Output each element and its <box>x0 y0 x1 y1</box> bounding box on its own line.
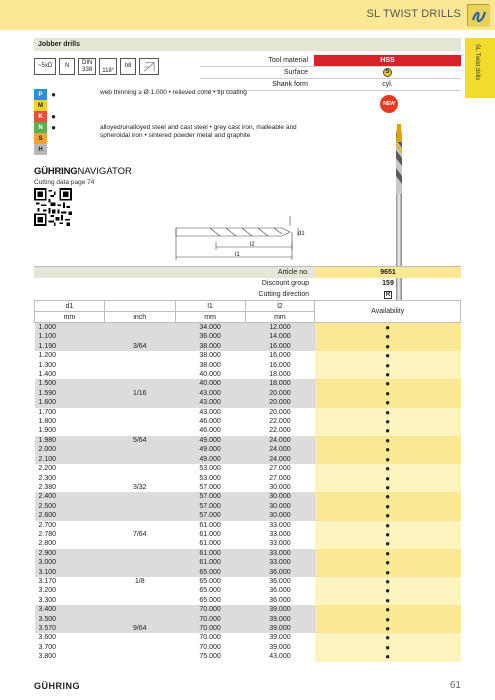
navigator-title[interactable]: GÜHRINGNAVIGATOR <box>34 166 132 177</box>
cell-d1: 1.900 <box>35 426 105 435</box>
cell-d1: 3.600 <box>35 633 105 642</box>
table-row <box>35 596 461 605</box>
cell-l1: 75.000 <box>175 652 245 661</box>
cell-l1: 61.000 <box>175 521 245 530</box>
cell-l2: 18.000 <box>245 370 315 379</box>
material-row-k: K ● <box>34 111 60 122</box>
cell-d1: 1.000 <box>35 323 105 333</box>
cell-l1: 40.000 <box>175 379 245 388</box>
material-row-s: S <box>34 133 60 144</box>
cell-d1: 2.500 <box>35 502 105 511</box>
table-row <box>35 455 461 464</box>
tolerance-h8-icon: h8 <box>120 58 136 75</box>
cell-d1: 1.100 <box>35 332 105 341</box>
table-row <box>35 605 461 614</box>
cell-l2: 20.000 <box>245 398 315 407</box>
availability-dot: ● <box>315 474 461 483</box>
materials-text: alloyed/unalloyed steel and cast steel • grey cast iron, malleable and spheroidal iron • sintered powder metal and graphite <box>100 124 297 139</box>
prop-tool-material: Tool material HSS <box>200 55 461 67</box>
availability-dot: ● <box>315 417 461 426</box>
table-row <box>35 408 461 417</box>
cell-inch: 3/32 <box>104 483 175 492</box>
col-l2-header: l2 <box>245 301 315 312</box>
col-availability-header: Availability <box>315 301 461 323</box>
cell-l2: 20.000 <box>245 408 315 417</box>
cell-inch: 1/8 <box>104 577 175 586</box>
cell-l1: 43.000 <box>175 398 245 407</box>
suitability-dot: ● <box>51 123 56 132</box>
cell-inch <box>104 605 175 614</box>
cell-d1: 3.170 <box>35 577 105 586</box>
table-row <box>35 521 461 530</box>
availability-dot: ● <box>315 389 461 398</box>
availability-dot: ● <box>315 464 461 473</box>
cell-l2: 39.000 <box>245 615 315 624</box>
availability-dot: ● <box>315 586 461 595</box>
cell-l1: 46.000 <box>175 417 245 426</box>
availability-dot: ● <box>315 398 461 407</box>
table-row <box>35 445 461 454</box>
type-n-icon: N <box>59 58 75 75</box>
cell-inch <box>104 652 175 661</box>
cell-inch: 9/64 <box>104 624 175 633</box>
availability-dot: ● <box>315 624 461 633</box>
table-row <box>35 615 461 624</box>
table-row <box>35 351 461 360</box>
side-tab[interactable] <box>465 38 495 98</box>
availability-dot: ● <box>315 530 461 539</box>
din-338-icon: DIN 338 <box>78 58 96 75</box>
cell-d1: 1.800 <box>35 417 105 426</box>
cell-d1: 3.700 <box>35 643 105 652</box>
cell-inch <box>104 417 175 426</box>
availability-dot: ● <box>315 445 461 454</box>
cell-l2: 39.000 <box>245 605 315 614</box>
cell-inch <box>104 445 175 454</box>
cell-l2: 39.000 <box>245 643 315 652</box>
cell-inch <box>104 596 175 605</box>
cell-inch <box>104 558 175 567</box>
cell-l1: 43.000 <box>175 408 245 417</box>
cell-l1: 61.000 <box>175 549 245 558</box>
availability-dot: ● <box>315 323 461 333</box>
cell-inch <box>104 361 175 370</box>
cell-d1: 2.380 <box>35 483 105 492</box>
shank-cyl-icon <box>139 58 159 75</box>
table-row <box>35 370 461 379</box>
table-row <box>35 577 461 586</box>
cell-l2: 24.000 <box>245 436 315 445</box>
cell-l2: 30.000 <box>245 511 315 520</box>
availability-dot: ● <box>315 615 461 624</box>
cell-inch <box>104 502 175 511</box>
cell-l1: 65.000 <box>175 586 245 595</box>
cell-l2: 27.000 <box>245 474 315 483</box>
cell-l2: 33.000 <box>245 558 315 567</box>
cell-l1: 61.000 <box>175 530 245 539</box>
cell-l2: 33.000 <box>245 549 315 558</box>
suitability-dot: ● <box>51 112 56 121</box>
cutting-direction-r-icon: R <box>385 292 391 298</box>
cell-l2: 43.000 <box>245 652 315 661</box>
table-row <box>35 633 461 642</box>
cell-l2: 16.000 <box>245 351 315 360</box>
page-header-title: SL TWIST DRILLS <box>366 8 461 20</box>
material-row-n: N ● <box>34 122 60 133</box>
cell-l1: 46.000 <box>175 426 245 435</box>
cell-d1: 3.500 <box>35 615 105 624</box>
cell-inch <box>104 455 175 464</box>
cell-d1: 1.590 <box>35 389 105 398</box>
cell-d1: 2.200 <box>35 464 105 473</box>
cell-l1: 43.000 <box>175 389 245 398</box>
cell-l2: 20.000 <box>245 389 315 398</box>
cell-inch <box>104 408 175 417</box>
table-row <box>35 474 461 483</box>
availability-dot: ● <box>315 596 461 605</box>
cell-l1: 70.000 <box>175 633 245 642</box>
availability-dot: ● <box>315 652 461 661</box>
col-l1-header: l1 <box>175 301 245 312</box>
cell-d1: 2.100 <box>35 455 105 464</box>
availability-dot: ● <box>315 361 461 370</box>
cell-d1: 3.300 <box>35 596 105 605</box>
availability-dot: ● <box>315 577 461 586</box>
cell-l2: 30.000 <box>245 492 315 501</box>
cell-d1: 1.600 <box>35 398 105 407</box>
dimensions-table <box>34 300 461 662</box>
cell-inch <box>104 370 175 379</box>
cell-inch <box>104 323 175 333</box>
sl-logo-icon <box>467 4 489 26</box>
cell-l1: 70.000 <box>175 605 245 614</box>
table-row <box>35 417 461 426</box>
cell-d1: 2.900 <box>35 549 105 558</box>
cell-l2: 30.000 <box>245 502 315 511</box>
cell-l2: 16.000 <box>245 342 315 351</box>
table-row <box>35 398 461 407</box>
cell-l1: 57.000 <box>175 511 245 520</box>
cell-l1: 49.000 <box>175 445 245 454</box>
availability-dot: ● <box>315 351 461 360</box>
availability-dot: ● <box>315 332 461 341</box>
footer-brand-logo: GÜHRING <box>34 681 80 691</box>
cell-d1: 1.200 <box>35 351 105 360</box>
cell-inch <box>104 351 175 360</box>
table-row <box>35 652 461 661</box>
new-badge: NEW <box>380 95 398 113</box>
cell-inch <box>104 633 175 642</box>
cell-l1: 70.000 <box>175 615 245 624</box>
cell-l2: 24.000 <box>245 455 315 464</box>
availability-dot: ● <box>315 455 461 464</box>
prop-shank-form: Shank form cyl. <box>200 79 461 91</box>
cell-l2: 18.000 <box>245 379 315 388</box>
table-units-row: mm inch mm mm <box>35 312 461 323</box>
cell-l1: 38.000 <box>175 342 245 351</box>
table-row <box>35 511 461 520</box>
cell-l1: 34.000 <box>175 323 245 333</box>
availability-dot: ● <box>315 370 461 379</box>
table-row <box>35 436 461 445</box>
cell-d1: 2.780 <box>35 530 105 539</box>
table-row <box>35 332 461 341</box>
cell-d1: 3.200 <box>35 586 105 595</box>
cell-d1: 1.500 <box>35 379 105 388</box>
availability-dot: ● <box>315 633 461 642</box>
spec-icons <box>34 58 159 75</box>
cell-inch: 7/64 <box>104 530 175 539</box>
cell-l1: 57.000 <box>175 483 245 492</box>
l1-label: l1 <box>235 252 240 258</box>
table-row <box>35 530 461 539</box>
cell-l1: 38.000 <box>175 361 245 370</box>
cell-l1: 65.000 <box>175 568 245 577</box>
cell-l1: 61.000 <box>175 558 245 567</box>
cell-d1: 1.980 <box>35 436 105 445</box>
cell-l1: 49.000 <box>175 436 245 445</box>
cell-inch <box>104 464 175 473</box>
table-row <box>35 342 461 351</box>
availability-dot: ● <box>315 408 461 417</box>
table-row <box>35 464 461 473</box>
cell-d1: 2.700 <box>35 521 105 530</box>
availability-dot: ● <box>315 558 461 567</box>
availability-dot: ● <box>315 568 461 577</box>
table-row <box>35 361 461 370</box>
cell-l1: 53.000 <box>175 464 245 473</box>
cell-d1: 1.190 <box>35 342 105 351</box>
drill-dimension-diagram <box>170 212 310 266</box>
d1-label: d1 <box>298 231 305 237</box>
cell-l1: 36.000 <box>175 332 245 341</box>
prop-surface: Surface S <box>200 67 461 79</box>
length-5xd-icon: ~5xD <box>34 58 56 75</box>
availability-dot: ● <box>315 426 461 435</box>
direction-row: Cutting direction R <box>258 291 391 298</box>
cell-l2: 39.000 <box>245 624 315 633</box>
cell-inch <box>104 379 175 388</box>
cell-inch <box>104 615 175 624</box>
cell-inch <box>104 511 175 520</box>
cell-l2: 36.000 <box>245 596 315 605</box>
properties-list <box>200 55 461 91</box>
cell-l1: 40.000 <box>175 370 245 379</box>
material-row-p: P ● <box>34 89 60 100</box>
section-title: Jobber drills <box>34 38 461 51</box>
cell-l2: 24.000 <box>245 445 315 454</box>
cell-l1: 70.000 <box>175 643 245 652</box>
cell-l1: 57.000 <box>175 492 245 501</box>
availability-dot: ● <box>315 511 461 520</box>
cell-inch: 3/64 <box>104 342 175 351</box>
cell-d1: 1.300 <box>35 361 105 370</box>
cell-inch <box>104 549 175 558</box>
table-row <box>35 586 461 595</box>
cell-inch <box>104 568 175 577</box>
cell-d1: 1.700 <box>35 408 105 417</box>
cell-d1: 2.800 <box>35 539 105 548</box>
cell-d1: 3.000 <box>35 558 105 567</box>
table-row <box>35 323 461 333</box>
cell-l2: 30.000 <box>245 483 315 492</box>
cell-l2: 22.000 <box>245 426 315 435</box>
cell-l1: 49.000 <box>175 455 245 464</box>
features-text: web thinning ≥ Ø 1.000 • relieved cone • tip coating <box>100 89 247 96</box>
cell-d1: 3.800 <box>35 652 105 661</box>
cell-l2: 33.000 <box>245 539 315 548</box>
availability-dot: ● <box>315 483 461 492</box>
cell-inch: 1/16 <box>104 389 175 398</box>
cell-l2: 16.000 <box>245 361 315 370</box>
cell-l2: 36.000 <box>245 586 315 595</box>
availability-dot: ● <box>315 502 461 511</box>
cell-l1: 70.000 <box>175 624 245 633</box>
cell-l2: 36.000 <box>245 568 315 577</box>
cell-inch <box>104 521 175 530</box>
cell-l1: 65.000 <box>175 577 245 586</box>
cell-d1: 2.600 <box>35 511 105 520</box>
cell-d1: 2.000 <box>35 445 105 454</box>
cell-inch <box>104 643 175 652</box>
cell-l2: 33.000 <box>245 521 315 530</box>
page-number: 61 <box>449 680 461 691</box>
cell-l2: 12.000 <box>245 323 315 333</box>
side-tab-label: SL Twist drills <box>474 44 480 81</box>
cell-l1: 53.000 <box>175 474 245 483</box>
availability-dot: ● <box>315 492 461 501</box>
table-row <box>35 549 461 558</box>
cell-l1: 57.000 <box>175 502 245 511</box>
cell-l2: 33.000 <box>245 530 315 539</box>
availability-dot: ● <box>315 549 461 558</box>
cell-l1: 61.000 <box>175 539 245 548</box>
cell-l2: 27.000 <box>245 464 315 473</box>
cell-d1: 2.400 <box>35 492 105 501</box>
availability-dot: ● <box>315 379 461 388</box>
table-row <box>35 624 461 633</box>
table-header-row <box>35 301 461 312</box>
cell-inch <box>104 586 175 595</box>
header-bar <box>0 0 495 30</box>
availability-dot: ● <box>315 605 461 614</box>
material-groups <box>34 89 297 155</box>
cell-d1: 3.570 <box>35 624 105 633</box>
availability-dot: ● <box>315 342 461 351</box>
cell-inch <box>104 426 175 435</box>
article-spec-table <box>34 267 461 300</box>
availability-dot: ● <box>315 643 461 652</box>
cell-inch <box>104 492 175 501</box>
suitability-dot: ● <box>51 90 56 99</box>
table-row <box>35 379 461 388</box>
navigator-subtitle: Cutting data page 74 <box>34 179 95 186</box>
availability-dot: ● <box>315 436 461 445</box>
cell-l1: 38.000 <box>175 351 245 360</box>
surface-s-badge: S <box>383 68 392 77</box>
cell-d1: 1.400 <box>35 370 105 379</box>
cell-l2: 39.000 <box>245 633 315 642</box>
col-d1-header: d1 <box>35 301 105 312</box>
cell-d1: 2.300 <box>35 474 105 483</box>
cell-inch <box>104 474 175 483</box>
cell-l2: 36.000 <box>245 577 315 586</box>
cell-l1: 65.000 <box>175 596 245 605</box>
availability-dot: ● <box>315 539 461 548</box>
material-row-m: M <box>34 100 60 111</box>
table-row <box>35 558 461 567</box>
l2-label: l2 <box>250 242 255 248</box>
table-row <box>35 539 461 548</box>
cell-l2: 14.000 <box>245 332 315 341</box>
table-row <box>35 568 461 577</box>
article-row: Article no. 9651 <box>34 267 461 278</box>
cell-inch <box>104 332 175 341</box>
availability-dot: ● <box>315 521 461 530</box>
material-row-h: H <box>34 144 60 155</box>
table-row <box>35 492 461 501</box>
table-row <box>35 483 461 492</box>
table-row <box>35 426 461 435</box>
table-row <box>35 389 461 398</box>
cell-inch <box>104 539 175 548</box>
cell-d1: 3.100 <box>35 568 105 577</box>
cell-inch: 5/64 <box>104 436 175 445</box>
cell-l2: 22.000 <box>245 417 315 426</box>
qr-code-icon[interactable] <box>34 188 72 226</box>
point-angle-icon: 118° <box>99 58 117 75</box>
table-row <box>35 643 461 652</box>
cell-d1: 3.400 <box>35 605 105 614</box>
table-row <box>35 502 461 511</box>
cell-inch <box>104 398 175 407</box>
discount-row: Discount group 159 <box>261 280 394 287</box>
